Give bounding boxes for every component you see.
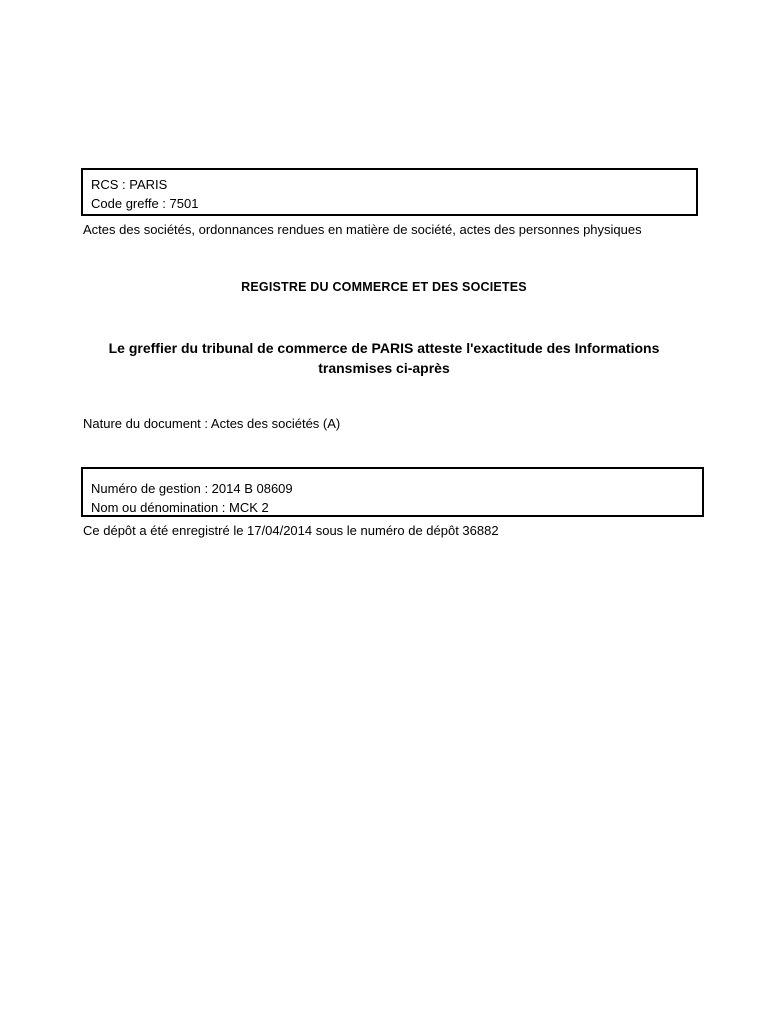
registry-title: REGISTRE DU COMMERCE ET DES SOCIETES: [241, 280, 527, 294]
company-info-box: [81, 467, 704, 517]
management-number: Numéro de gestion : 2014 B 08609: [91, 481, 293, 496]
attestation-line-1: Le greffier du tribunal de commerce de PARIS atteste l'exactitude des Informations: [108, 340, 660, 356]
deposit-note: Ce dépôt a été enregistré le 17/04/2014 sous le numéro de dépôt 36882: [83, 523, 499, 538]
attestation-line-2: transmises ci-après: [318, 360, 450, 376]
rcs-info-box: [81, 168, 698, 216]
company-name: Nom ou dénomination : MCK 2: [91, 500, 269, 515]
acts-description: Actes des sociétés, ordonnances rendues en matière de société, actes des personnes physiques: [83, 222, 642, 237]
document-nature: Nature du document : Actes des sociétés (A): [83, 416, 341, 431]
code-greffe-label: Code greffe : 7501: [91, 196, 199, 211]
rcs-label: RCS : PARIS: [91, 177, 168, 192]
